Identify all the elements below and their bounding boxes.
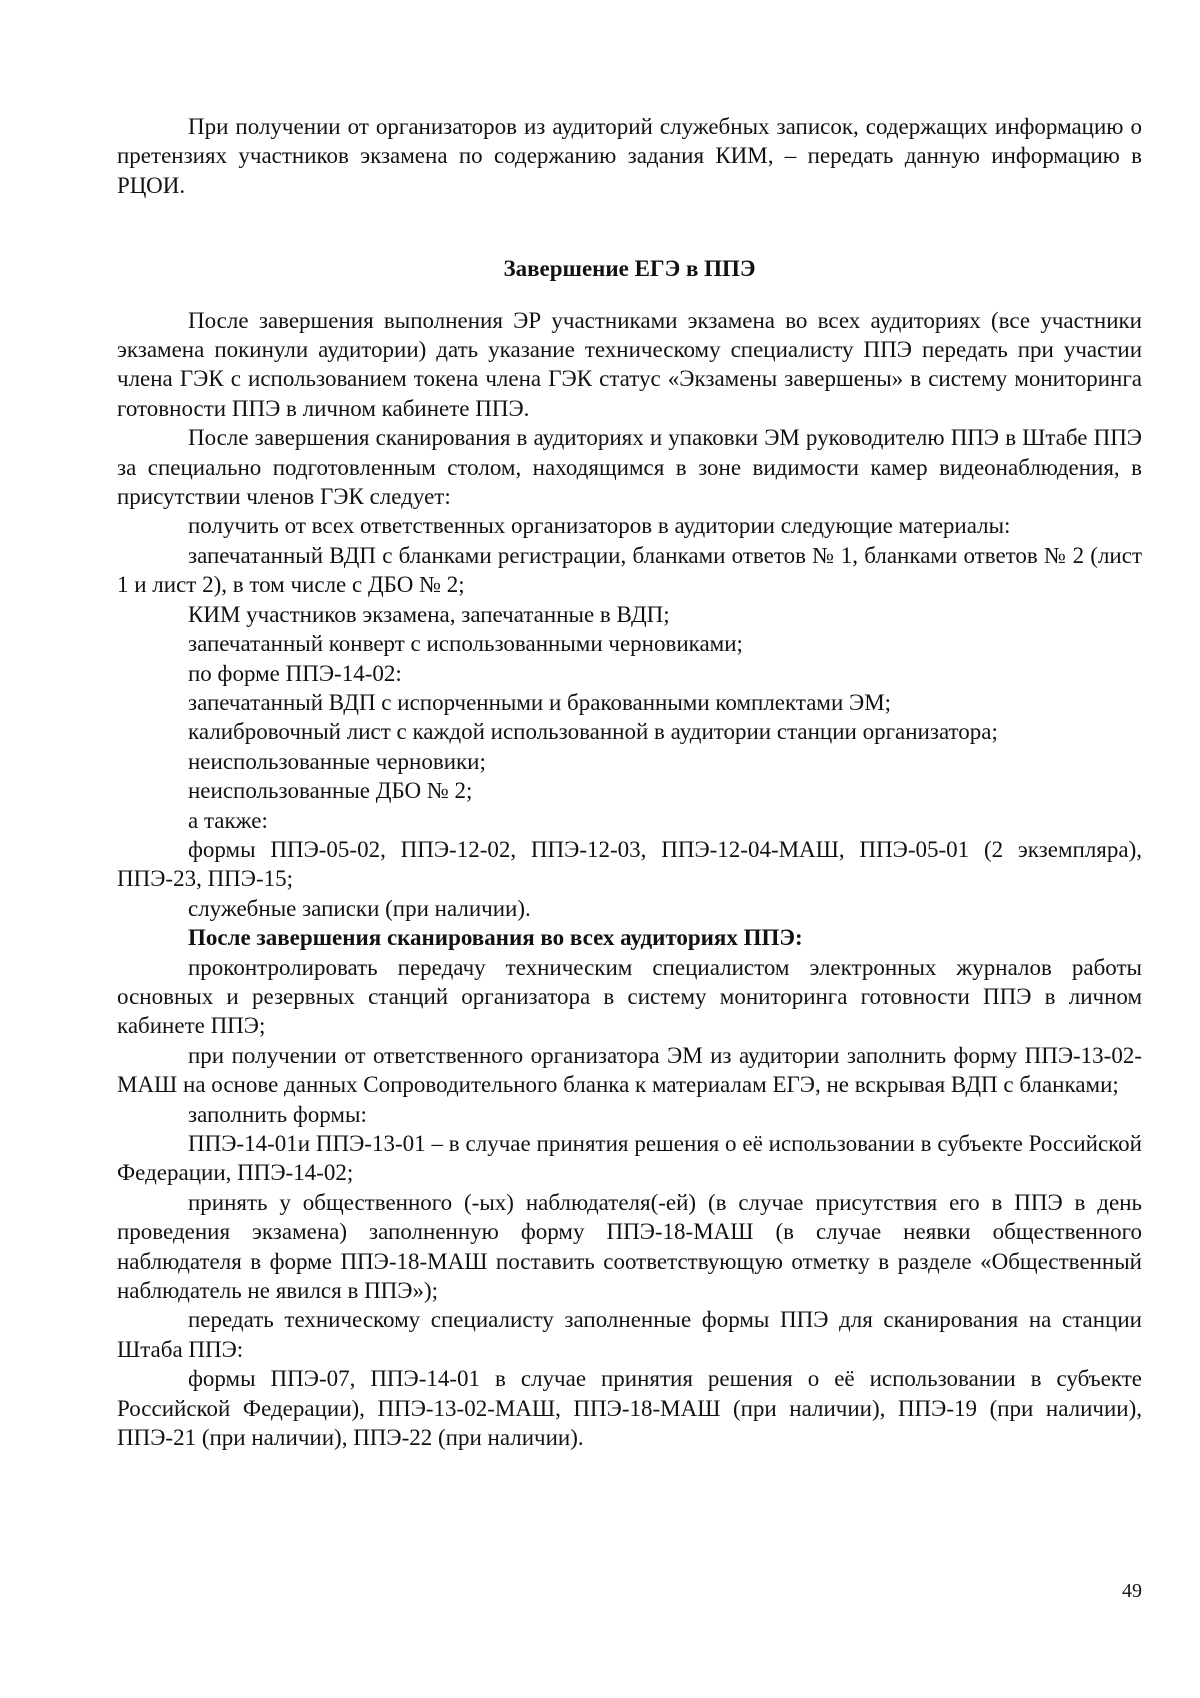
paragraph: при получении от ответственного организатора ЭМ из аудитории заполнить форму ППЭ-13-02-МАШ на основе данных Сопроводительного бланка к материалам ЕГЭ, не вскрывая ВДП с бланками; bbox=[117, 1042, 1142, 1098]
spacer bbox=[117, 284, 1142, 306]
paragraph: калибровочный лист с каждой использованной в аудитории станции организатора; bbox=[188, 719, 998, 745]
paragraph: После завершения выполнения ЭР участниками экзамена во всех аудиториях (все участники экзамена покинули аудитории) дать указание техническому специалисту ППЭ передать при участии члена ГЭК с использованием токена члена ГЭК статус «Экзамены завершены» в систему мониторинга готовности ППЭ в личном кабинете ППЭ. bbox=[117, 307, 1142, 421]
paragraph: запечатанный ВДП с бланками регистрации, бланками ответов № 1, бланками ответов № 2 (лист 1 и лист 2), в том числе с ДБО № 2; bbox=[117, 542, 1142, 598]
paragraph: неиспользованные ДБО № 2; bbox=[188, 778, 473, 804]
paragraph: формы ППЭ-07, ППЭ-14-01 в случае принятия решения о её использовании в субъекте Российской Федерации), ППЭ-13-02-МАШ, ППЭ-18-МАШ (при наличии), ППЭ-19 (при наличии), ППЭ-21 (при наличии), ППЭ-22 (при наличии). bbox=[117, 1366, 1142, 1451]
paragraph: КИМ участников экзамена, запечатанные в ВДП; bbox=[188, 601, 670, 627]
paragraph: ППЭ-14-01и ППЭ-13-01 – в случае принятия решения о её использовании в субъекте Российской Федерации, ППЭ-14-02; bbox=[117, 1131, 1142, 1186]
paragraph: передать техническому специалисту заполненные формы ППЭ для сканирования на станции Штаба ППЭ: bbox=[117, 1307, 1142, 1362]
paragraph: получить от всех ответственных организаторов в аудитории следующие материалы: bbox=[188, 513, 1011, 539]
paragraph: по форме ППЭ-14-02: bbox=[188, 660, 402, 686]
paragraph: проконтролировать передачу техническим специалистом электронных журналов работы основных и резервных станций организатора в систему мониторинга готовности ППЭ в личном кабинете ППЭ; bbox=[117, 954, 1142, 1039]
page-number: 49 bbox=[1122, 1580, 1142, 1602]
paragraph: запечатанный ВДП с испорченными и бракованными комплектами ЭМ; bbox=[188, 689, 892, 715]
paragraph: принять у общественного (-ых) наблюдателя(-ей) (в случае присутствия его в ППЭ в день проведения экзамена) заполненную форму ППЭ-18-МАШ (в случае неявки общественного наблюдателя в форме ППЭ-18-МАШ поставить соответствующую отметку в разделе «Общественный наблюдатель не явился в ППЭ»); bbox=[117, 1189, 1142, 1304]
paragraph: заполнить формы: bbox=[188, 1101, 367, 1127]
spacer bbox=[117, 200, 1142, 254]
intro-paragraph: При получении от организаторов из аудиторий служебных записок, содержащих информацию о претензиях участников экзамена по содержанию задания КИМ, – передать данную информацию в РЦОИ. bbox=[117, 114, 1142, 198]
paragraph: служебные записки (при наличии). bbox=[188, 895, 531, 921]
paragraph: После завершения сканирования в аудиториях и упаковки ЭМ руководителю ППЭ в Штабе ППЭ за специально подготовленным столом, находящимся в зоне видимости камер видеонаблюдения, в присутствии членов ГЭК следует: bbox=[117, 425, 1142, 510]
paragraph: а также: bbox=[188, 807, 268, 833]
section-heading: Завершение ЕГЭ в ППЭ bbox=[503, 256, 756, 282]
bold-paragraph: После завершения сканирования во всех аудиториях ППЭ: bbox=[188, 925, 803, 951]
paragraph: формы ППЭ-05-02, ППЭ-12-02, ППЭ-12-03, ППЭ-12-04-МАШ, ППЭ-05-01 (2 экземпляра), ППЭ-23, ППЭ-15; bbox=[117, 836, 1142, 892]
paragraph: запечатанный конверт с использованными черновиками; bbox=[188, 631, 743, 657]
paragraph: неиспользованные черновики; bbox=[188, 748, 486, 774]
